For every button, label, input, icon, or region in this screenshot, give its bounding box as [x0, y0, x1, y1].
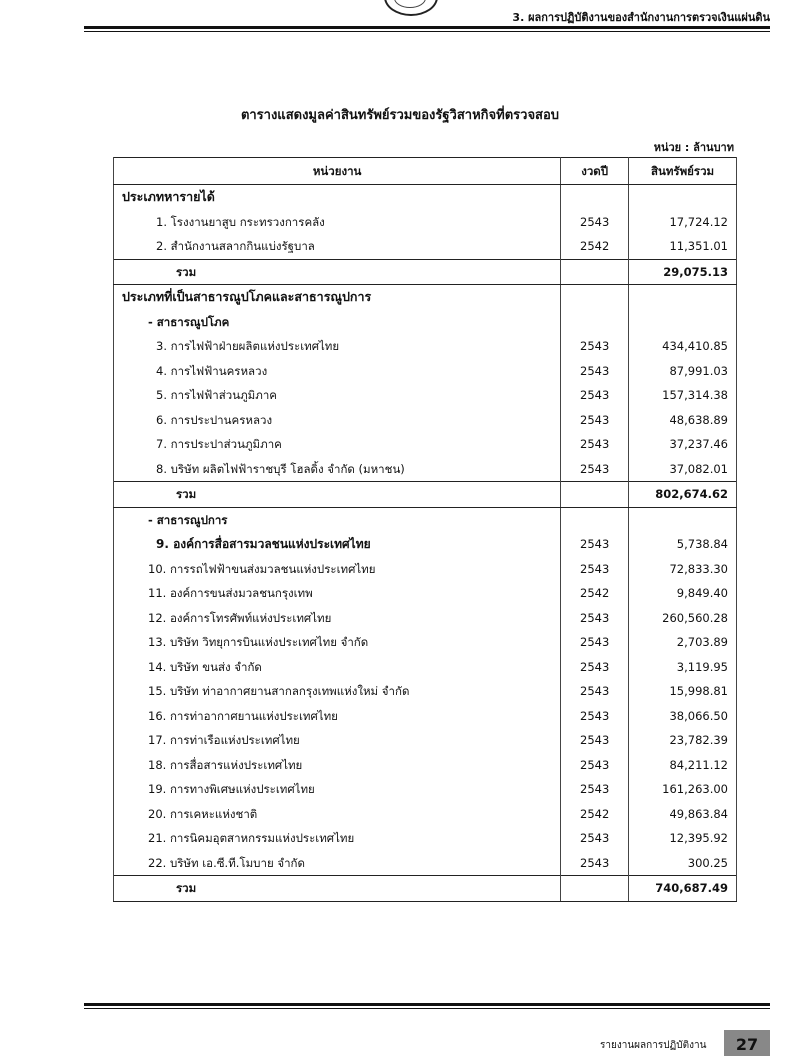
- empty-cell: [561, 507, 629, 532]
- category-public: [114, 285, 737, 310]
- fiscal-year: 2543: [561, 777, 629, 802]
- total-assets-value: 3,119.95: [629, 655, 737, 680]
- fiscal-year: 2543: [561, 457, 629, 482]
- fiscal-year: 2543: [561, 432, 629, 457]
- total-label: รวม: [114, 876, 561, 902]
- total-assets-value: 15,998.81: [629, 679, 737, 704]
- total-row: [114, 259, 737, 285]
- emblem-logo: [384, 0, 438, 16]
- agency-name: 10. การรถไฟฟ้าขนส่งมวลชนแห่งประเทศไทย: [114, 557, 561, 582]
- header-agency: หน่วยงาน: [114, 158, 561, 185]
- agency-name: 7. การประปาส่วนภูมิภาค: [114, 432, 561, 457]
- total-assets-value: 12,395.92: [629, 826, 737, 851]
- empty-cell: [561, 876, 629, 902]
- total-assets-value: 38,066.50: [629, 704, 737, 729]
- table-row: [114, 753, 737, 778]
- table-body: [114, 185, 737, 902]
- total-assets-value: 84,211.12: [629, 753, 737, 778]
- table-row: [114, 851, 737, 876]
- agency-name: 6. การประปานครหลวง: [114, 408, 561, 433]
- fiscal-year: 2543: [561, 826, 629, 851]
- fiscal-year: 2543: [561, 851, 629, 876]
- table-title: ตารางแสดงมูลค่าสินทรัพย์รวมของรัฐวิสาหกิจที่ตรวจสอบ: [240, 108, 560, 123]
- header-fiscal-year: งวดปี: [561, 158, 629, 185]
- subcategory-utilities: [114, 310, 737, 335]
- empty-cell: [629, 310, 737, 335]
- fiscal-year: 2543: [561, 728, 629, 753]
- total-assets-value: 23,782.39: [629, 728, 737, 753]
- agency-name: 11. องค์การขนส่งมวลชนกรุงเทพ: [114, 581, 561, 606]
- row-label: - สาธารณูปการ: [114, 507, 561, 532]
- table-row: [114, 457, 737, 482]
- agency-name: 4. การไฟฟ้านครหลวง: [114, 359, 561, 384]
- table-row: [114, 334, 737, 359]
- agency-name: 12. องค์การโทรศัพท์แห่งประเทศไทย: [114, 606, 561, 631]
- footer-rule: [84, 1003, 770, 1006]
- agency-name: 20. การเคหะแห่งชาติ: [114, 802, 561, 827]
- total-row: [114, 482, 737, 508]
- agency-name: 5. การไฟฟ้าส่วนภูมิภาค: [114, 383, 561, 408]
- agency-name: 18. การสื่อสารแห่งประเทศไทย: [114, 753, 561, 778]
- table-row: [114, 557, 737, 582]
- report-name: รายงานผลการปฏิบัติงาน: [600, 1040, 707, 1051]
- row-label: - สาธารณูปโภค: [114, 310, 561, 335]
- table-row: [114, 728, 737, 753]
- unit-label: หน่วย : ล้านบาท: [653, 141, 734, 154]
- empty-cell: [629, 285, 737, 310]
- total-assets-value: 9,849.40: [629, 581, 737, 606]
- fiscal-year: 2543: [561, 704, 629, 729]
- agency-name: 15. บริษัท ท่าอากาศยานสากลกรุงเทพแห่งใหม่ จำกัด: [114, 679, 561, 704]
- total-assets-value: 37,082.01: [629, 457, 737, 482]
- table-row: [114, 679, 737, 704]
- table-row: [114, 234, 737, 259]
- total-assets-value: 49,863.84: [629, 802, 737, 827]
- fiscal-year: 2543: [561, 383, 629, 408]
- table-row: [114, 655, 737, 680]
- total-assets-value: 157,314.38: [629, 383, 737, 408]
- total-assets-value: 5,738.84: [629, 532, 737, 557]
- fiscal-year: 2543: [561, 408, 629, 433]
- total-label: รวม: [114, 482, 561, 508]
- empty-cell: [629, 185, 737, 210]
- table-row: [114, 408, 737, 433]
- table-row: [114, 532, 737, 557]
- agency-name: 21. การนิคมอุตสาหกรรมแห่งประเทศไทย: [114, 826, 561, 851]
- total-assets-value: 260,560.28: [629, 606, 737, 631]
- empty-cell: [561, 259, 629, 285]
- chapter-header: 3. ผลการปฏิบัติงานของสำนักงานการตรวจเงินแผ่นดิน: [512, 11, 770, 24]
- fiscal-year: 2543: [561, 359, 629, 384]
- fiscal-year: 2542: [561, 234, 629, 259]
- fiscal-year: 2542: [561, 802, 629, 827]
- empty-cell: [561, 310, 629, 335]
- agency-name: 22. บริษัท เอ.ซี.ที.โมบาย จำกัด: [114, 851, 561, 876]
- table-row: [114, 802, 737, 827]
- fiscal-year: 2543: [561, 655, 629, 680]
- total-assets-value: 87,991.03: [629, 359, 737, 384]
- agency-name: 2. สำนักงานสลากกินแบ่งรัฐบาล: [114, 234, 561, 259]
- row-label: ประเภทหารายได้: [114, 185, 561, 210]
- total-value: 802,674.62: [629, 482, 737, 508]
- header-rule: [84, 26, 770, 29]
- table-row: [114, 777, 737, 802]
- total-assets-value: 72,833.30: [629, 557, 737, 582]
- agency-name: 16. การท่าอากาศยานแห่งประเทศไทย: [114, 704, 561, 729]
- fiscal-year: 2543: [561, 532, 629, 557]
- table-row: [114, 826, 737, 851]
- fiscal-year: 2543: [561, 753, 629, 778]
- table-row: [114, 704, 737, 729]
- table-row: [114, 606, 737, 631]
- table-row: [114, 210, 737, 235]
- agency-name: 3. การไฟฟ้าฝ่ายผลิตแห่งประเทศไทย: [114, 334, 561, 359]
- empty-cell: [561, 285, 629, 310]
- total-value: 740,687.49: [629, 876, 737, 902]
- table-row: [114, 359, 737, 384]
- table-row: [114, 630, 737, 655]
- empty-cell: [629, 507, 737, 532]
- agency-name: 17. การท่าเรือแห่งประเทศไทย: [114, 728, 561, 753]
- category-revenue: [114, 185, 737, 210]
- fiscal-year: 2543: [561, 557, 629, 582]
- total-value: 29,075.13: [629, 259, 737, 285]
- table-row: [114, 383, 737, 408]
- fiscal-year: 2543: [561, 630, 629, 655]
- agency-name: 9. องค์การสื่อสารมวลชนแห่งประเทศไทย: [114, 532, 561, 557]
- fiscal-year: 2543: [561, 679, 629, 704]
- total-assets-value: 48,638.89: [629, 408, 737, 433]
- total-assets-value: 434,410.85: [629, 334, 737, 359]
- fiscal-year: 2543: [561, 606, 629, 631]
- empty-cell: [561, 482, 629, 508]
- total-row: [114, 876, 737, 902]
- total-assets-value: 161,263.00: [629, 777, 737, 802]
- table-row: [114, 581, 737, 606]
- subcategory-services: [114, 507, 737, 532]
- table-row: [114, 432, 737, 457]
- header-total-assets: สินทรัพย์รวม: [629, 158, 737, 185]
- total-assets-value: 17,724.12: [629, 210, 737, 235]
- fiscal-year: 2543: [561, 334, 629, 359]
- table-header-row: [114, 158, 737, 185]
- assets-table: [113, 157, 737, 902]
- total-assets-value: 2,703.89: [629, 630, 737, 655]
- total-assets-value: 300.25: [629, 851, 737, 876]
- total-assets-value: 37,237.46: [629, 432, 737, 457]
- agency-name: 19. การทางพิเศษแห่งประเทศไทย: [114, 777, 561, 802]
- fiscal-year: 2543: [561, 210, 629, 235]
- total-label: รวม: [114, 259, 561, 285]
- footer-rule-thin: [84, 1008, 770, 1009]
- agency-name: 8. บริษัท ผลิตไฟฟ้าราชบุรี โฮลดิ้ง จำกัด (มหาชน): [114, 457, 561, 482]
- agency-name: 14. บริษัท ขนส่ง จำกัด: [114, 655, 561, 680]
- agency-name: 13. บริษัท วิทยุการบินแห่งประเทศไทย จำกัด: [114, 630, 561, 655]
- page-number: 27: [724, 1030, 770, 1056]
- empty-cell: [561, 185, 629, 210]
- header-rule-thin: [84, 31, 770, 32]
- total-assets-value: 11,351.01: [629, 234, 737, 259]
- fiscal-year: 2542: [561, 581, 629, 606]
- agency-name: 1. โรงงานยาสูบ กระทรวงการคลัง: [114, 210, 561, 235]
- row-label: ประเภทที่เป็นสาธารณูปโภคและสาธารณูปการ: [114, 285, 561, 310]
